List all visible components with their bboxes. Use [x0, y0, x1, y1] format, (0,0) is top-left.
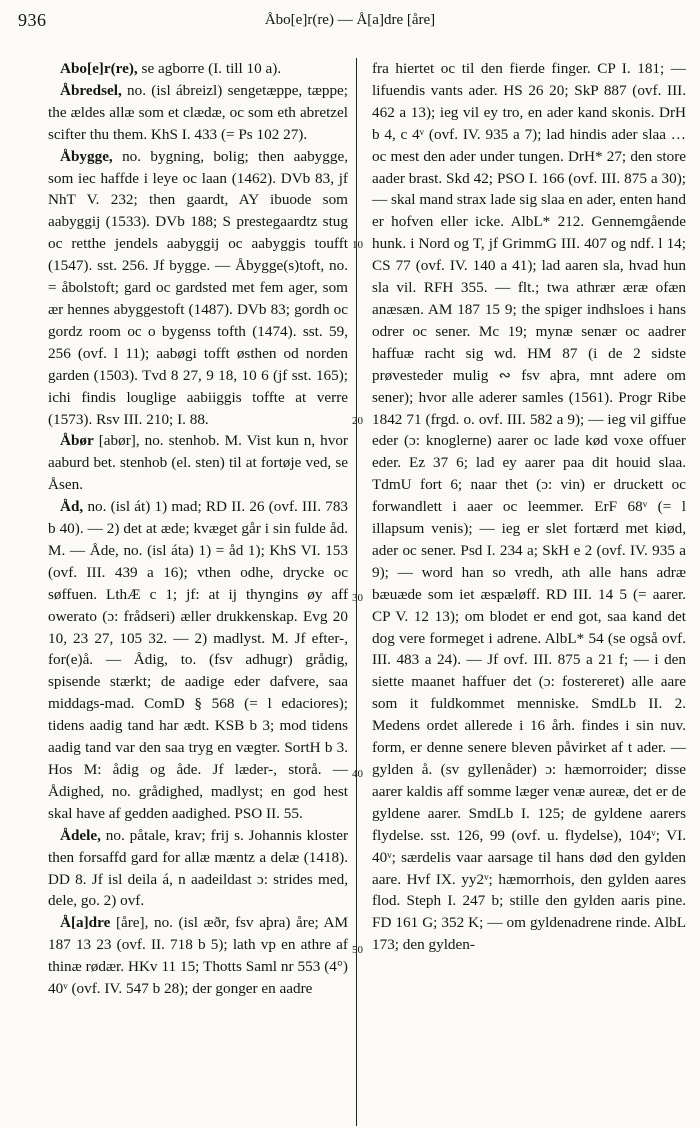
entry — [48, 825, 348, 913]
line-number-40: 40 — [352, 768, 363, 780]
entry-text: se agborre (I. till 10 a). — [141, 60, 282, 77]
page-header — [0, 6, 700, 36]
left-column — [48, 58, 348, 1000]
entry-text: [åre], no. (isl æðr, fsv aþra) åre; AM 187 13 23 (ovf. II. 718 b 5); lath vp en athre af thinæ rødær. HKv 11 15; Thotts Saml nr 553 (4°) 40ᵛ (ovf. IV. 547 b 28); der gonger en aadre — [48, 914, 348, 998]
page-number: 936 — [18, 10, 47, 30]
right-column — [372, 58, 686, 956]
entry-text: no. (isl át) 1) mad; RD II. 26 (ovf. III. 783 b 40). — 2) det at æde; kvæget går i sin fulde åd. M. — Åde, no. (isl áta) 1) = åd 1); KhS VI. 153 (ovf. III. 439 a 16); vthen odhe, drycke oc søffuen. LthÆ c 1; jf: at ij thyngins øy aff owerato (ɔ: frådseri) æller drukkenskap. Evg 20 10, 23 27, 105 32. — 2) madlyst. M. Jf efter-, for(e)å. — Ådig, to. (fsv adhugr) grådig, spisende stærkt; de aadige eder dafvere, saa middags-mad. ComD § 568 (= l edaciores); tidens aadig tand har ædt. KSB b 3; mod tidens aadig tand var den saa tryg en vægter. SortH b 3. Hos M: ådig og åde. Jf læder-, storå. — Ådighed, no. grådighed, madlyst; en god hest skal have af gedden aadighed. PSO II. 55. — [48, 498, 349, 822]
entry — [48, 430, 348, 496]
entry-text: no. (isl ábreizl) sengetæppe, tæppe; the ældes allæ som et clædæ, oc som eth abretzel scifter thu them. KhS I. 433 (= Ps 102 27). — [48, 81, 348, 143]
entry — [48, 496, 348, 825]
entry — [48, 912, 348, 1000]
entry-headword: Åbygge, — [60, 147, 113, 165]
entry-continuation: fra hiertet oc til den fierde finger. CP I. 181; — lifuendis vants ader. HS 26 20; SkP 887 (ovf. III. 462 a 13); ieg vil ey tro, en ader kand skonis. DrH b 4, c 4ᵛ (ovf. IV. 935 a 7); lad hindis ader slaa … oc mest den ader under tungen. DrH* 27; den store aader brast. Skd 42; PSO I. 166 (ovf. III. 875 a 30); — skal mand strax lade sig slaa en ader, enten hand er hofven eller icke. AlbL* 212. Gennemgående hunk. i Nord og T, jf GrimmG III. 407 og ndf. l 14; CS 77 (ovf. IV. 140 a 41); lad aaren sla, hvad hun sla vil. RFH 355. — flt.; twa athrær æræ ofæn anæsæn. AM 187 15 9; the spiger indhsloes i hans odrer oc sener. Mc 19; mynæ senær oc aadrer haffuæ racht sig wd. HM 87 (i de 2 sidste prøvesteder mulig ∾ fsv aþra, mnt adere om sener); hvor alle aderer samles (1561). Progr Ribe 1842 71 (frgd. o. ovf. III. 582 a 9); — ieg vil giffue eder (ɔ: knoglerne) aarer oc lade kød voxe offuer eder. Ez 37 6; lad ey aarer paa dit houid slaa. TdmU fort 6; naar thet (ɔ: vin) er druckett oc forwandlett i aaer oc leemmer. ErF 68ᵛ (= l illapsum venis); — ieg er slet fortærd met kiød, ader oc sener. Psd I. 234 a; SkH e 2 (ovf. IV. 935 a 9); — word han so vredh, ath alle hans adræ bæuæde som iet æspæløff. RD III. 14 5 (= aarer. CP V. 12 13); om blodet er end got, saa kand det dog vere formeget i adrene. AlbL* 54 (se også ovf. III. 483 a 24). — Jf ovf. III. 875 a 21 f; — i den siette maanet haffuer det (ɔ: fostereret) alle aare som it fuldkommet menniske. SmdLb II. 2. Medens ordet allerede i 16 årh. findes i sin nuv. form, er denne senere bleven påvirket af t ader. — gylden å. (sv gyllenåder) ɔ: hæmorroider; disse aarer kaldis aff somme læger venæ aureæ, det er de gyldene aarer. SmdLb I. 125; de gyldene aarers flydelse. sst. 126, 99 (ovf. u. flydelse), 104ᵛ; VI. 40ᵛ; særdelis vaar aarsage til hans død den gylden aare. Hvf IX. yy2ᵛ; hæmorrhois, den gylden aares flod. Steph I. 247 b; stille den gylden aaris pine. FD 161 G; 352 K; — om gyldenadrene rinde. AlbL 173; den gylden- — [372, 60, 686, 954]
entry-headword: Åbør — [60, 432, 94, 450]
entry-headword: Åbredsel, — [60, 81, 122, 99]
entry-text: [abør], no. stenhob. M. Vist kun n, hvor aaburd bet. stenhob (el. sten) til at fortøje ved, se Åsen. — [48, 432, 348, 494]
entry-headword: Abo[e]r(re), — [60, 60, 138, 77]
line-number-20: 20 — [352, 415, 363, 427]
running-head: Åbo[e]r(re) — Å[a]dre [åre] — [264, 12, 436, 28]
entry — [48, 146, 348, 431]
entry-text: no. bygning, bolig; then aabygge, som iec haffde i leye oc laan (1462). DVb 83, jf NhT V. 232; then gaardt, AY ibuode som aabyggij (1533). DVb 188; S prestegaardtz stug oc retthe jendels aabyggij oc aabyggis toufft (1547). sst. 256. Jf bygge. — Åbygge(s)toft, no. = åbolstoft; gard oc gardsted met fem ager, som ær hennes abyggestoft (1487). DVb 83; gordh oc gordz room oc o bygenss tofth (1474). sst. 59, 256 (ovf. l 11); aabøgi tofft østhen od norden garden (1503). Tvd 8 27, 9 18, 10 6 (jf sst. 165); ichi findis louglige aabiiggis toffte at verre (1573). Rsv III. 210; I. 88. — [48, 147, 348, 428]
entry-text: no. påtale, krav; frij s. Johannis kloster then forsaffd gard for allæ mæntz a delæ (1418). DD 8. Jf isl deila á, n aadeildast ɔ: strides med, dele, go. 2) ovf. — [48, 826, 349, 910]
entry-headword: Ådele, — [60, 826, 101, 844]
line-number-30: 30 — [352, 592, 363, 604]
entry — [48, 80, 348, 146]
entry-headword: Å[a]dre — [60, 914, 111, 932]
line-number-50: 50 — [352, 944, 363, 956]
line-number-10: 10 — [352, 239, 363, 251]
entry-headword: Åd, — [60, 498, 84, 516]
entry — [48, 58, 348, 80]
